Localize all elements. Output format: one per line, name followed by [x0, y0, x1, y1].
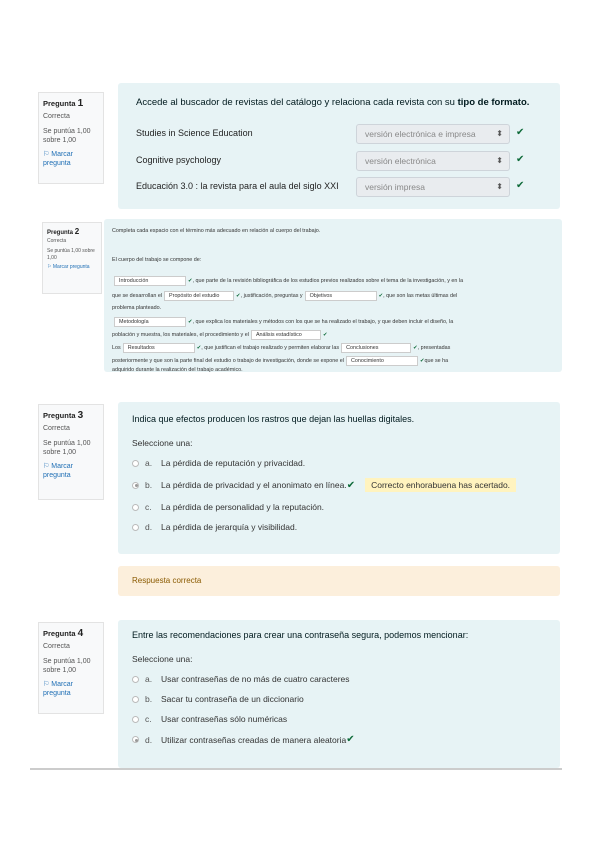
answer-option[interactable]: d. Utilizar contraseñas creadas de manera aleatoria ✔ [132, 734, 468, 745]
question-number: Pregunta 4 [43, 628, 84, 639]
question-score: Se puntúa 1,00 sobre 1,00 [43, 128, 91, 145]
question-score: Se puntúa 1,00 sobre 1,00 [47, 248, 95, 261]
answer-option[interactable]: c. Usar contraseñas sólo numéricas [132, 714, 468, 724]
flag-icon: ⚐ [43, 463, 50, 471]
cloze-line: población y muestra, los materiales, el procedimiento y el Análisis estadístico ✔ [112, 332, 328, 338]
dropdown-arrow-icon: ⬍ [496, 129, 503, 138]
match-stem: Studies in Science Education [136, 128, 253, 138]
question-info-4 [38, 622, 104, 714]
radio-button[interactable] [132, 460, 139, 467]
question-content-1 [118, 83, 560, 209]
question-subtitle: El cuerpo del trabajo se compone de: [112, 257, 202, 263]
check-icon: ✔ [322, 332, 328, 338]
gap-input[interactable]: Resultados [123, 343, 195, 353]
check-icon: ✔ [346, 734, 355, 745]
select-prompt: Seleccione una: [132, 654, 193, 664]
answer-option[interactable]: a. La pérdida de reputación y privacidad. [132, 458, 516, 468]
question-score: Se puntúa 1,00 sobre 1,00 [43, 658, 91, 675]
gap-input[interactable]: Objetivos [305, 291, 377, 301]
question-intro: Completa cada espacio con el término más adecuado en relación al cuerpo del trabajo. [112, 228, 321, 234]
question-score: Se puntúa 1,00 sobre 1,00 [43, 440, 91, 457]
match-stem: Educación 3.0 : la revista para el aula del siglo XXI [136, 181, 339, 191]
cloze-line: adquirido durante la realización del trabajo académico. [112, 367, 243, 373]
cloze-line: problema planteado. [112, 305, 162, 311]
flag-question-link[interactable]: ⚐ Marcar pregunta [43, 681, 74, 698]
answer-option[interactable]: b. La pérdida de privacidad y el anonimato en línea. ✔ Correcto enhorabuena has acertado. [132, 478, 516, 492]
radio-button[interactable] [132, 696, 139, 703]
flag-icon: ⚐ [43, 681, 50, 689]
question-info-2 [42, 222, 102, 294]
check-icon: ✔ [346, 479, 356, 491]
answer-option[interactable]: d. La pérdida de jerarquía y visibilidad. [132, 522, 516, 532]
radio-button[interactable] [132, 716, 139, 723]
format-select[interactable]: versión electrónica ⬍ [356, 151, 510, 171]
match-row [136, 177, 546, 199]
match-stem: Cognitive psychology [136, 155, 222, 165]
radio-button[interactable] [132, 524, 139, 531]
question-content-2 [104, 219, 562, 372]
radio-button[interactable] [132, 504, 139, 511]
answer-option[interactable]: a. Usar contraseñas de no más de cuatro caracteres [132, 674, 468, 684]
question-info-3 [38, 404, 104, 500]
dropdown-arrow-icon: ⬍ [496, 182, 503, 191]
check-icon: ✔ [419, 358, 425, 364]
check-icon: ✔ [516, 154, 525, 165]
cloze-line: que se desarrollan el Propósito del estudio ✔, justificación, preguntas y Objetivos ✔, que son las metas últimas del [112, 293, 458, 299]
cloze-line: Los Resultados ✔, que justifican el trabajo realizado y permiten elaborar las Conclusiones ✔, presentadas [112, 345, 451, 351]
question-body [132, 414, 516, 532]
match-row [136, 151, 546, 173]
check-icon: ✔ [516, 180, 525, 191]
question-text: Accede al buscador de revistas del catálogo y relaciona cada revista con su tipo de formato. [136, 97, 530, 108]
format-select[interactable]: versión impresa ⬍ [356, 177, 510, 197]
flag-icon: ⚐ [47, 264, 52, 271]
check-icon: ✔ [196, 345, 202, 351]
gap-input[interactable]: Conocimiento [346, 356, 418, 366]
cloze-line: Introducción ✔, que parte de la revisión bibliográfica de los estudios previos realizados sobre el tema de la investigación, y en la [112, 276, 463, 286]
check-icon: ✔ [188, 319, 193, 325]
check-icon: ✔ [413, 345, 418, 351]
question-number: Pregunta 3 [43, 410, 84, 421]
flag-question-link[interactable]: ⚐ Marcar pregunta [43, 463, 74, 480]
question-body [132, 630, 468, 745]
gap-input[interactable]: Análisis estadístico [251, 330, 321, 340]
flag-icon: ⚐ [43, 151, 50, 159]
format-select[interactable]: versión electrónica e impresa ⬍ [356, 124, 510, 144]
check-icon: ✔ [188, 278, 193, 284]
question-number: Pregunta 1 [43, 98, 84, 109]
question-status: Correcta [43, 425, 70, 432]
page-divider [30, 768, 562, 770]
gap-input[interactable]: Propósito del estudio [164, 291, 234, 301]
cloze-line: posteriormente y que son la parte final del estudio o trabajo de investigación, donde se expone el Conocimiento ✔que se ha [112, 358, 449, 364]
correct-answer-feedback: Respuesta correcta [118, 566, 560, 596]
question-text: Entre las recomendaciones para crear una contraseña segura, podemos mencionar: [132, 630, 469, 640]
radio-button[interactable] [132, 736, 139, 743]
gap-input[interactable]: Metodología [114, 317, 186, 327]
check-icon: ✔ [236, 293, 241, 299]
question-status: Correcta [47, 237, 67, 244]
check-icon: ✔ [378, 293, 384, 299]
answer-option[interactable]: b. Sacar tu contraseña de un diccionario [132, 694, 468, 704]
check-icon: ✔ [516, 127, 525, 138]
flag-question-link[interactable]: ⚐ Marcar pregunta [43, 151, 74, 168]
question-status: Correcta [43, 643, 70, 650]
match-row [136, 124, 546, 146]
gap-input[interactable]: Introducción [114, 276, 186, 286]
radio-button[interactable] [132, 482, 139, 489]
dropdown-arrow-icon: ⬍ [496, 156, 503, 165]
question-text: Indica que efectos producen los rastros que dejan las huellas digitales. [132, 414, 415, 424]
cloze-line: Metodología ✔, que explica los materiales y métodos con los que se ha realizado el trabajo, y que deben incluir el diseño, la [112, 317, 453, 327]
question-content-3 [118, 402, 560, 554]
question-status: Correcta [43, 113, 70, 120]
question-number: Pregunta 2 [47, 227, 80, 236]
flag-question-link[interactable]: ⚐ Marcar pregunta [47, 264, 90, 271]
radio-button[interactable] [132, 676, 139, 683]
gap-input[interactable]: Conclusiones [341, 343, 411, 353]
feedback-badge: Correcto enhorabuena has acertado. [365, 478, 516, 492]
question-content-4 [118, 620, 560, 768]
question-info-1 [38, 92, 104, 184]
select-prompt: Seleccione una: [132, 438, 193, 448]
answer-option[interactable]: c. La pérdida de personalidad y la reputación. [132, 502, 516, 512]
